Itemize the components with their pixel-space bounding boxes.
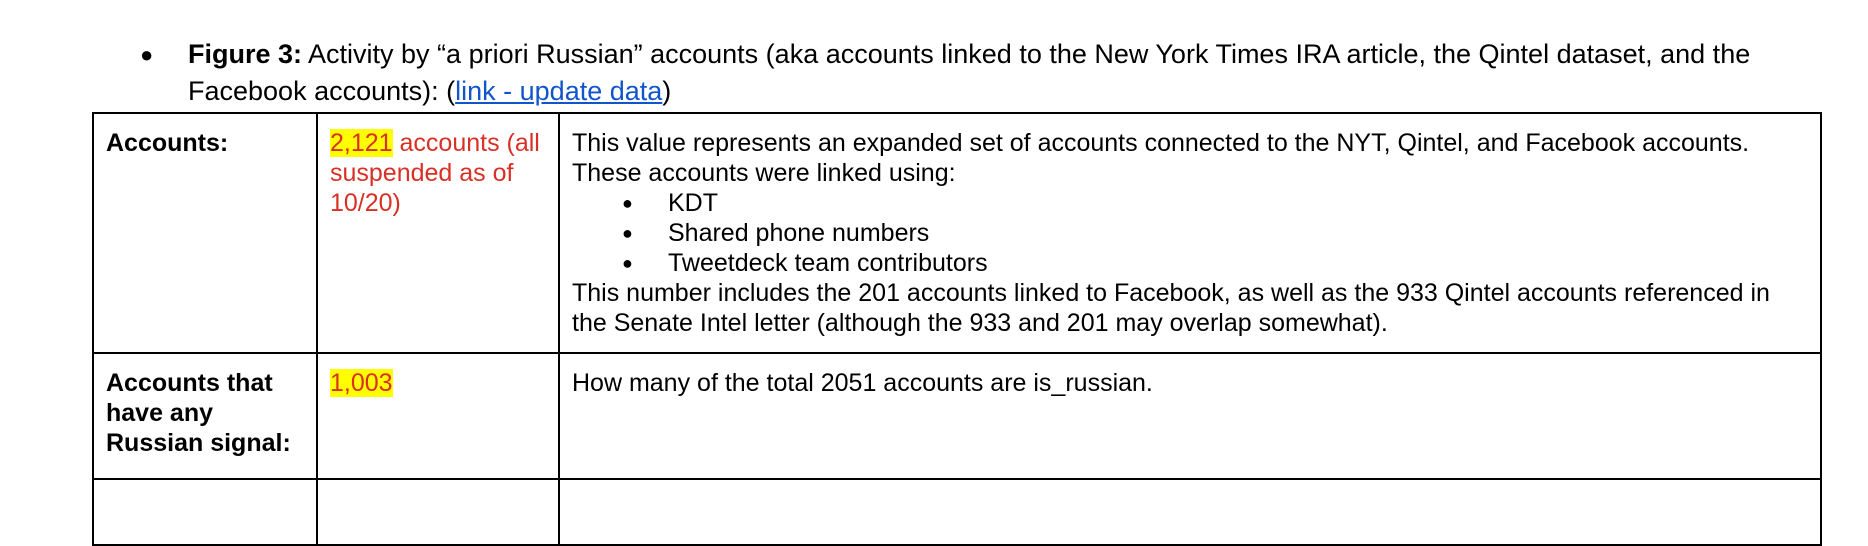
bullet-icon: ● <box>140 42 154 67</box>
value-note: accounts (all suspended as of 10/20) <box>330 129 540 217</box>
list-item: ● KDT <box>668 188 1808 218</box>
empty-cell <box>559 479 1821 545</box>
figure-label: Figure 3: <box>188 39 303 69</box>
highlighted-value: 1,003 <box>330 369 393 397</box>
figure-caption <box>140 36 1800 110</box>
row-label: Accounts that have any Russian signal: <box>106 369 291 457</box>
row-label-cell <box>93 353 317 479</box>
list-item: ● Tweetdeck team contributors <box>668 248 1808 278</box>
list-item: ● Shared phone numbers <box>668 218 1808 248</box>
row-value-cell <box>317 353 559 479</box>
table-row <box>93 479 1821 545</box>
accounts-table <box>92 112 1822 546</box>
highlighted-value: 2,121 <box>330 129 393 157</box>
empty-cell <box>93 479 317 545</box>
figure-description: Activity by “a priori Russian” accounts (aka accounts linked to the New York Times IRA article, the Qintel dataset, and the Facebook accounts): ( <box>188 39 1751 106</box>
linking-methods-list <box>572 188 1808 278</box>
row-label: Accounts: <box>106 129 229 157</box>
row-description-cell <box>559 113 1821 353</box>
row-value-cell <box>317 113 559 353</box>
description-intro: This value represents an expanded set of accounts connected to the NYT, Qintel, and Facebook accounts. These accounts were linked using: <box>572 129 1750 187</box>
table-row <box>93 353 1821 479</box>
row-description-cell <box>559 353 1821 479</box>
update-data-link[interactable]: link - update data <box>455 76 663 106</box>
figure-caption-text <box>188 36 1800 110</box>
close-paren: ) <box>662 76 672 106</box>
row-label-cell <box>93 113 317 353</box>
description-outro: This number includes the 201 accounts linked to Facebook, as well as the 933 Qintel accounts referenced in the Senate Intel letter (although the 933 and 201 may overlap somewhat). <box>572 279 1770 337</box>
table-row <box>93 113 1821 353</box>
empty-cell <box>317 479 559 545</box>
row-description: How many of the total 2051 accounts are is_russian. <box>572 369 1153 397</box>
